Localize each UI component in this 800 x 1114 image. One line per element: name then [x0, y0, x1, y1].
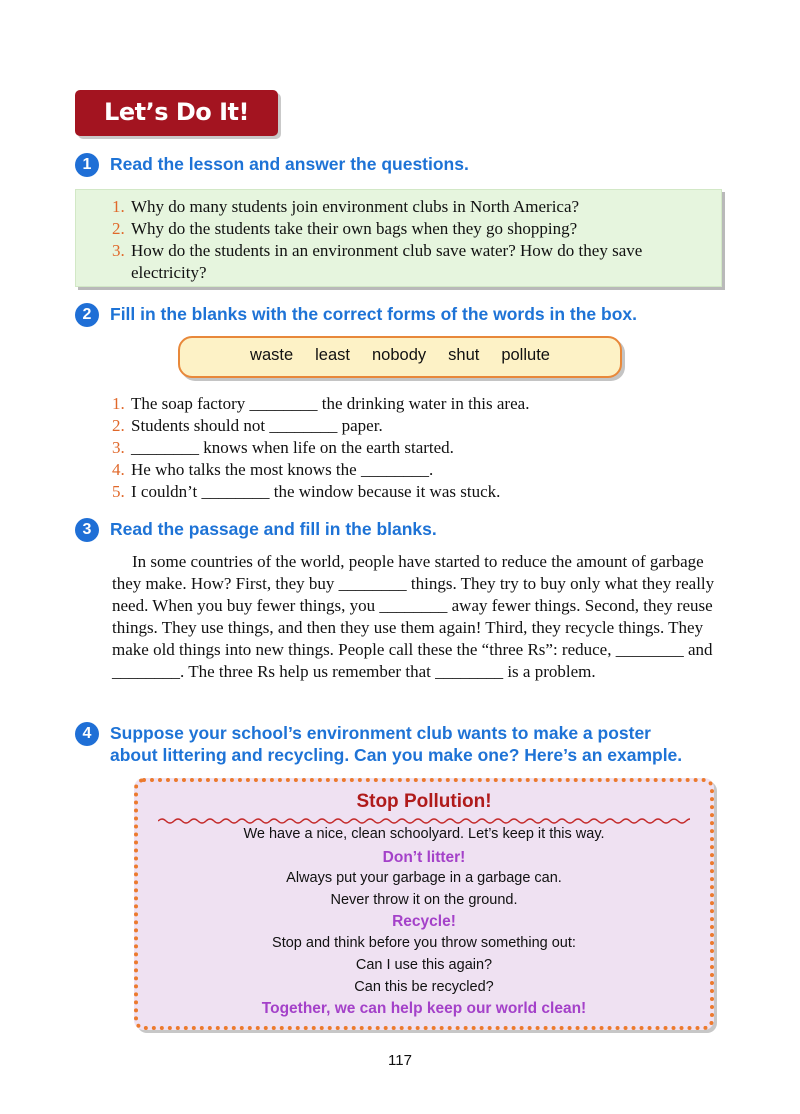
list-item: 3. How do the students in an environment club save water? How do they save electricity? — [112, 241, 643, 282]
question-2-title: Fill in the blanks with the correct forms of the words in the box. — [110, 304, 637, 324]
poster-subheading-litter: Don’t litter! — [382, 849, 466, 866]
poster-line: Always put your garbage in a garbage can. — [286, 870, 562, 886]
word-item: nobody — [372, 346, 427, 364]
list-item: 2. Students should not ________ paper. — [112, 416, 383, 435]
question-1-list — [112, 196, 712, 284]
word-box — [178, 336, 622, 378]
question-3-heading — [75, 518, 437, 542]
word-item: pollute — [501, 346, 550, 364]
poster-intro: We have a nice, clean schoolyard. Let’s keep it this way. — [243, 826, 605, 842]
list-item: 5. I couldn’t ________ the window because it was stuck. — [112, 482, 501, 501]
question-4-title: Suppose your school’s environment club wants to make a poster about littering and recycling. Can you make one? Here’s an example. — [110, 723, 683, 765]
poster-subheading-recycle: Recycle! — [392, 913, 456, 930]
poster-line: Never throw it on the ground. — [330, 892, 518, 908]
section-banner — [75, 90, 278, 136]
question-3-number: 3 — [75, 518, 99, 542]
question-1-title: Read the lesson and answer the questions. — [110, 154, 469, 174]
list-item: 1. The soap factory ________ the drinking water in this area. — [112, 394, 530, 413]
question-2-list — [112, 393, 712, 503]
question-1-number: 1 — [75, 153, 99, 177]
list-item: 4. He who talks the most knows the ________. — [112, 460, 434, 479]
poster-line: Stop and think before you throw something out: — [272, 935, 576, 951]
list-item: 3. ________ knows when life on the earth started. — [112, 438, 454, 457]
poster-line: Can this be recycled? — [354, 979, 494, 995]
question-1-heading — [75, 153, 469, 177]
list-item: 1. Why do many students join environment clubs in North America? — [112, 197, 580, 216]
poster-line: Can I use this again? — [355, 957, 493, 973]
poster-closing: Together, we can help keep our world clean! — [261, 1000, 587, 1017]
word-item: least — [315, 346, 350, 364]
poster-title: Stop Pollution! — [356, 791, 492, 812]
question-2-heading — [75, 303, 637, 327]
list-item: 2. Why do the students take their own bags when they go shopping? — [112, 219, 578, 238]
word-item: waste — [250, 346, 294, 364]
question-4-number: 4 — [75, 722, 99, 746]
question-2-number: 2 — [75, 303, 99, 327]
question-3-title: Read the passage and fill in the blanks. — [110, 519, 437, 539]
word-list — [180, 346, 620, 365]
example-poster — [134, 778, 714, 1030]
wavy-divider — [158, 816, 690, 826]
word-item: shut — [448, 346, 480, 364]
question-4-heading — [75, 722, 682, 766]
section-banner-title: Let’s Do It! — [104, 98, 249, 126]
page-number: 117 — [388, 1052, 412, 1069]
question-3-passage: In some countries of the world, people have started to reduce the amount of garbage they make. How? First, they buy ________ things. They try to buy only what they really need. When you buy fewer things, you ________ away fewer things. Second, they reuse things. They use things, and then they use them again! Third, they recycle things. They make old things into new things. People call these the “three Rs”: reduce, ________ and ________. The three Rs help us remember that ________ is a problem. — [112, 552, 715, 681]
